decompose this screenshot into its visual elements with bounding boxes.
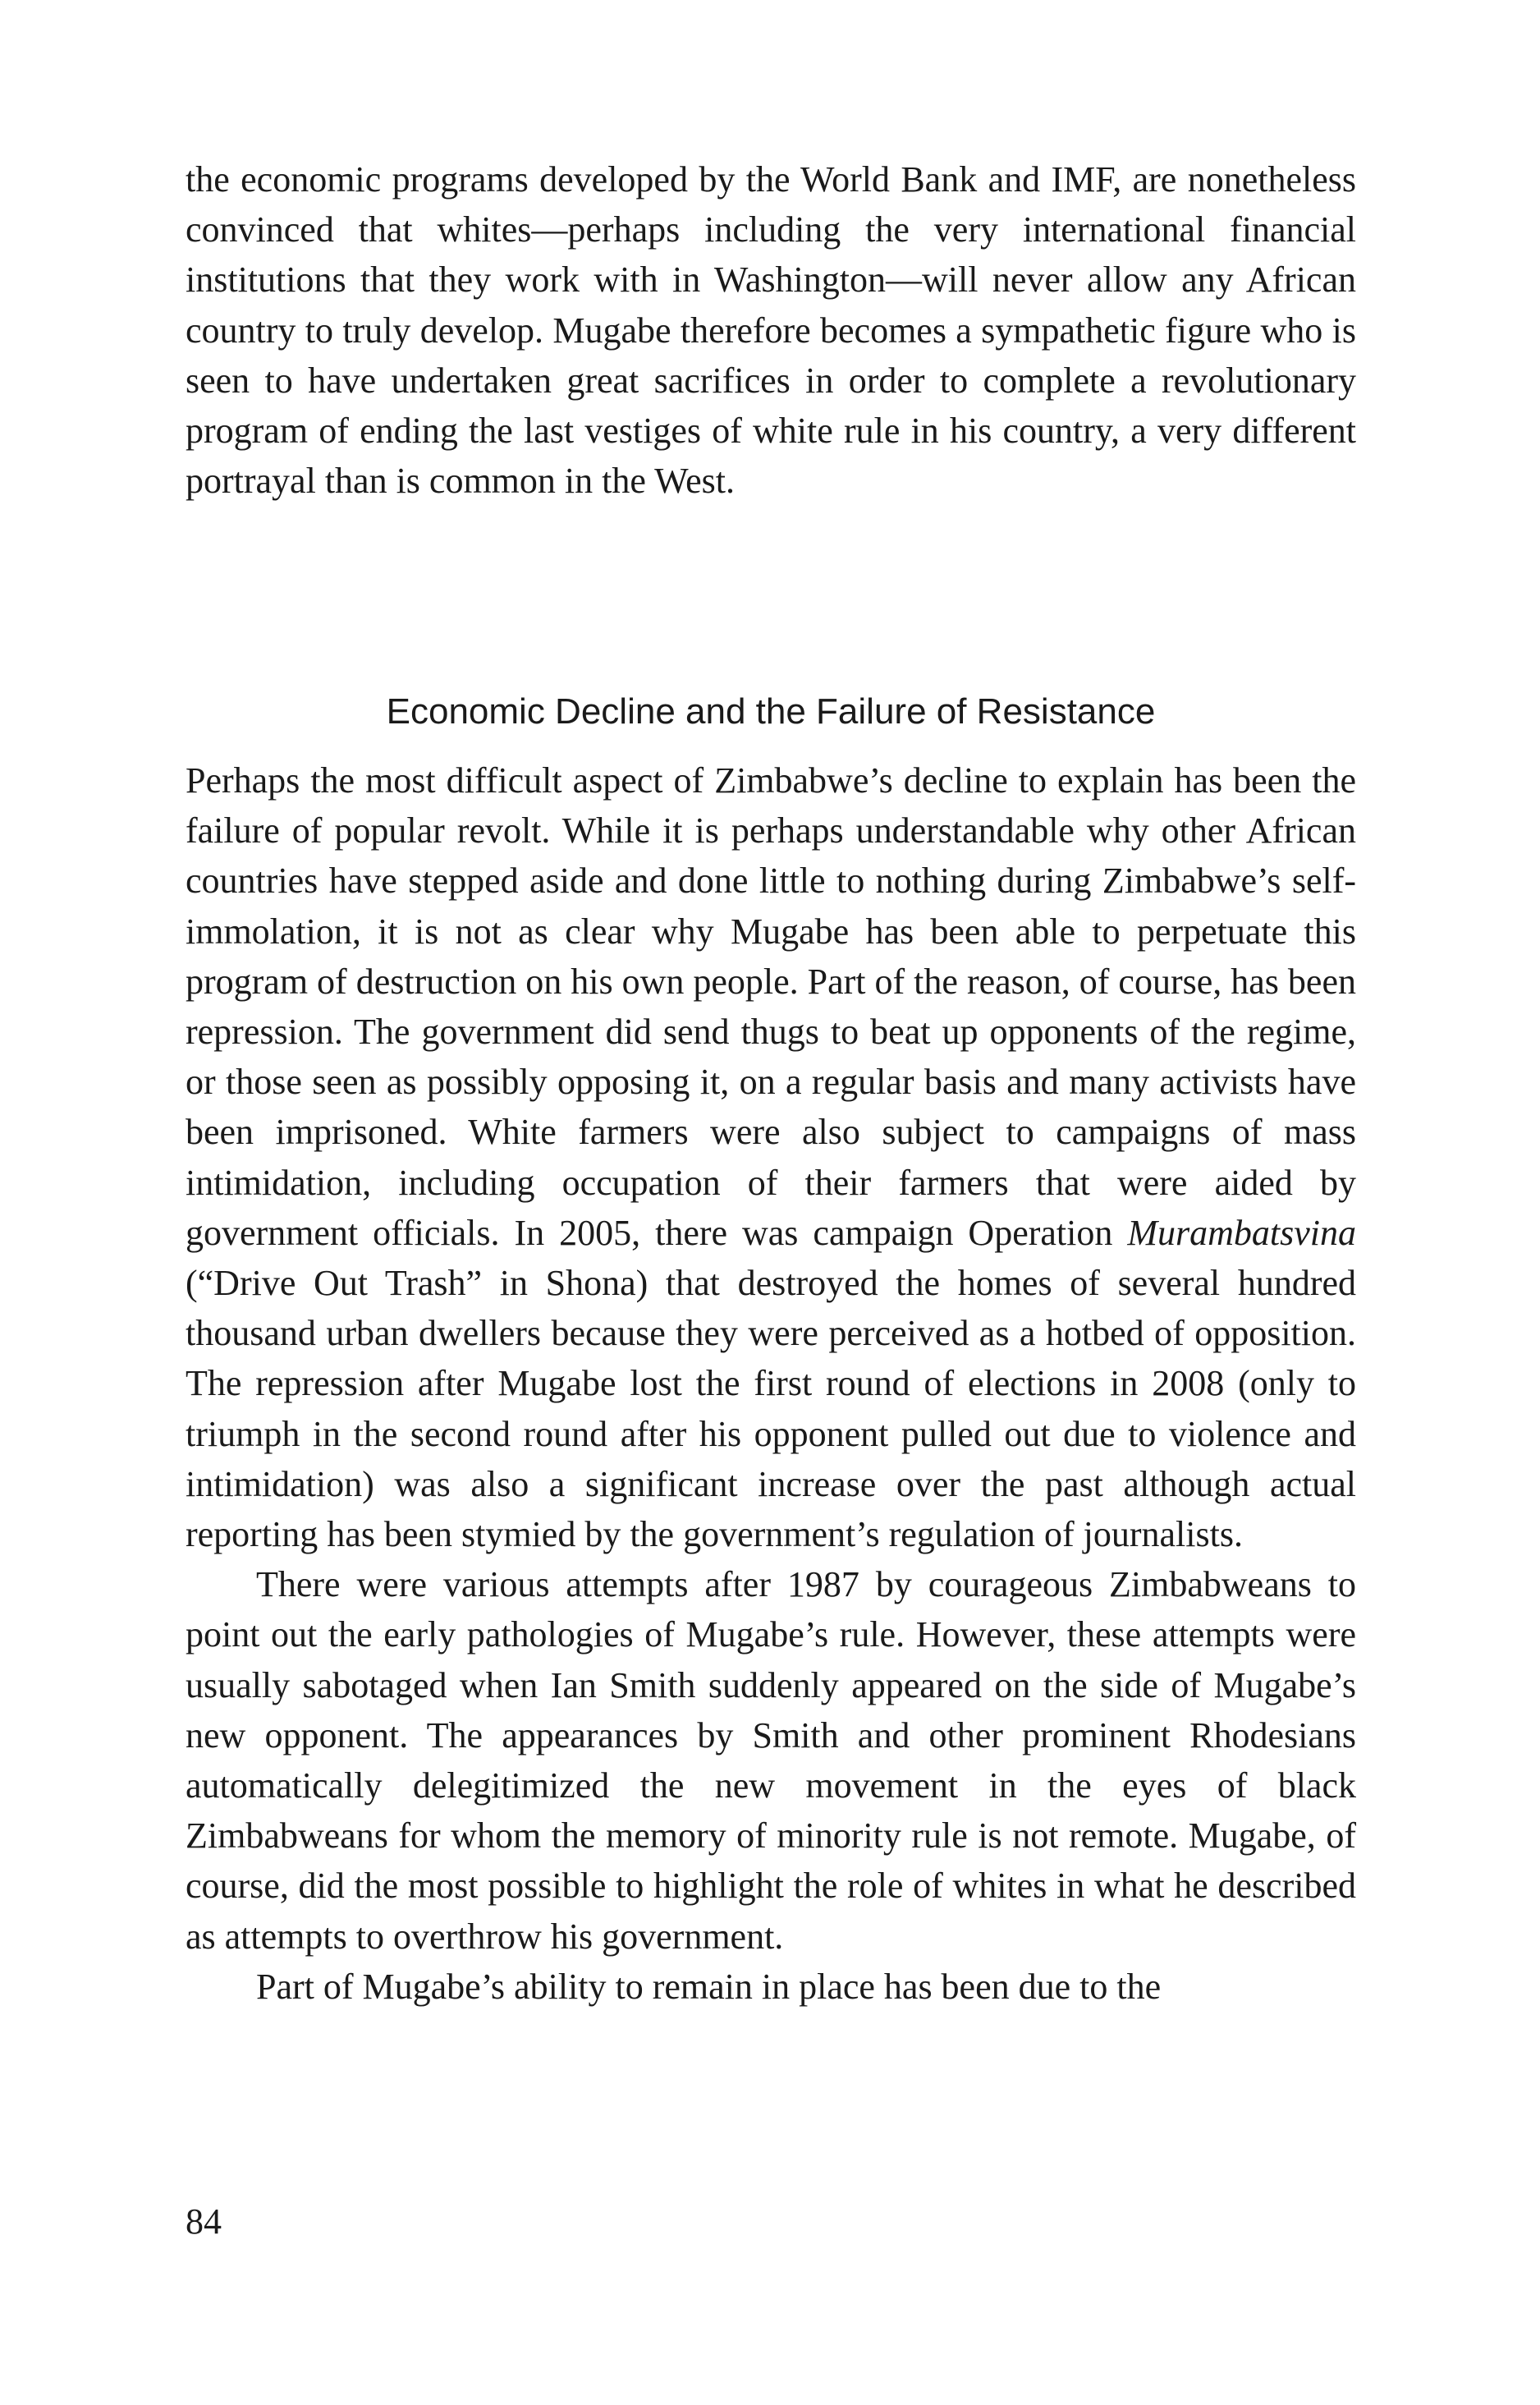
page-number: 84 — [186, 2201, 222, 2242]
body-paragraph-3: Part of Mugabe’s ability to remain in place has been due to the — [256, 1966, 1162, 2007]
body-paragraph-2: There were various attempts after 1987 by courageous Zimbabweans to point out the early pathologies of Mugabe’s rule. However, these attempts were usually sabotaged when Ian Smith suddenly appeared on the side of Mugabe’s new opponent. The appearances by Smith and other prominent Rhodesians automatically delegitimized the new movement in the eyes of black Zimbabweans for whom the memory of minority rule is not remote. Mugabe, of course, did the most possible to highlight the role of whites in what he described as attempts to overthrow his government. — [186, 1564, 1356, 1957]
paragraph-1-text-b: (“Drive Out Trash” in Shona) that destroyed the homes of several hundred thousand urban dwellers because they were perceived as a hotbed of opposition. The repression after Mugabe lost the first round of elections in 2008 (only to triumph in the second round after his opponent pulled out due to violence and intimidation) was also a significant increase over the past although actual reporting has been stymied by the government’s regulation of journalists. — [186, 1263, 1356, 1555]
section-body — [186, 755, 1356, 2012]
operation-name: Murambatsvina — [1127, 1212, 1356, 1253]
section-heading: Economic Decline and the Failure of Resistance — [386, 691, 1156, 732]
paragraph-1-text-a: Perhaps the most difficult aspect of Zimbabwe’s decline to explain has been the failure of popular revolt. While it is perhaps understandable why other African countries have stepped aside and done little to nothing during Zimbabwe’s self-immolation, it is not as clear why Mugabe has been able to perpetuate this program of destruction on his own people. Part of the reason, of course, has been repression. The government did send thugs to beat up opponents of the regime, or those seen as possibly opposing it, on a regular basis and many activists have been imprisoned. White farmers were also subject to campaigns of mass intimidation, including occupation of their farmers that were aided by government officials. In 2005, there was campaign Operation — [186, 760, 1356, 1253]
opening-paragraph: the economic programs developed by the World Bank and IMF, are nonetheless convinced that whites—perhaps including the very international financial institutions that they work with in Washington—will never allow any African country to truly develop. Mugabe therefore becomes a sympathetic figure who is seen to have undertaken great sacrifices in order to complete a revolutionary program of ending the last vestiges of white rule in his country, a very different portrayal than is common in the West. — [186, 159, 1356, 502]
body-paragraph-1 — [186, 755, 1356, 1559]
